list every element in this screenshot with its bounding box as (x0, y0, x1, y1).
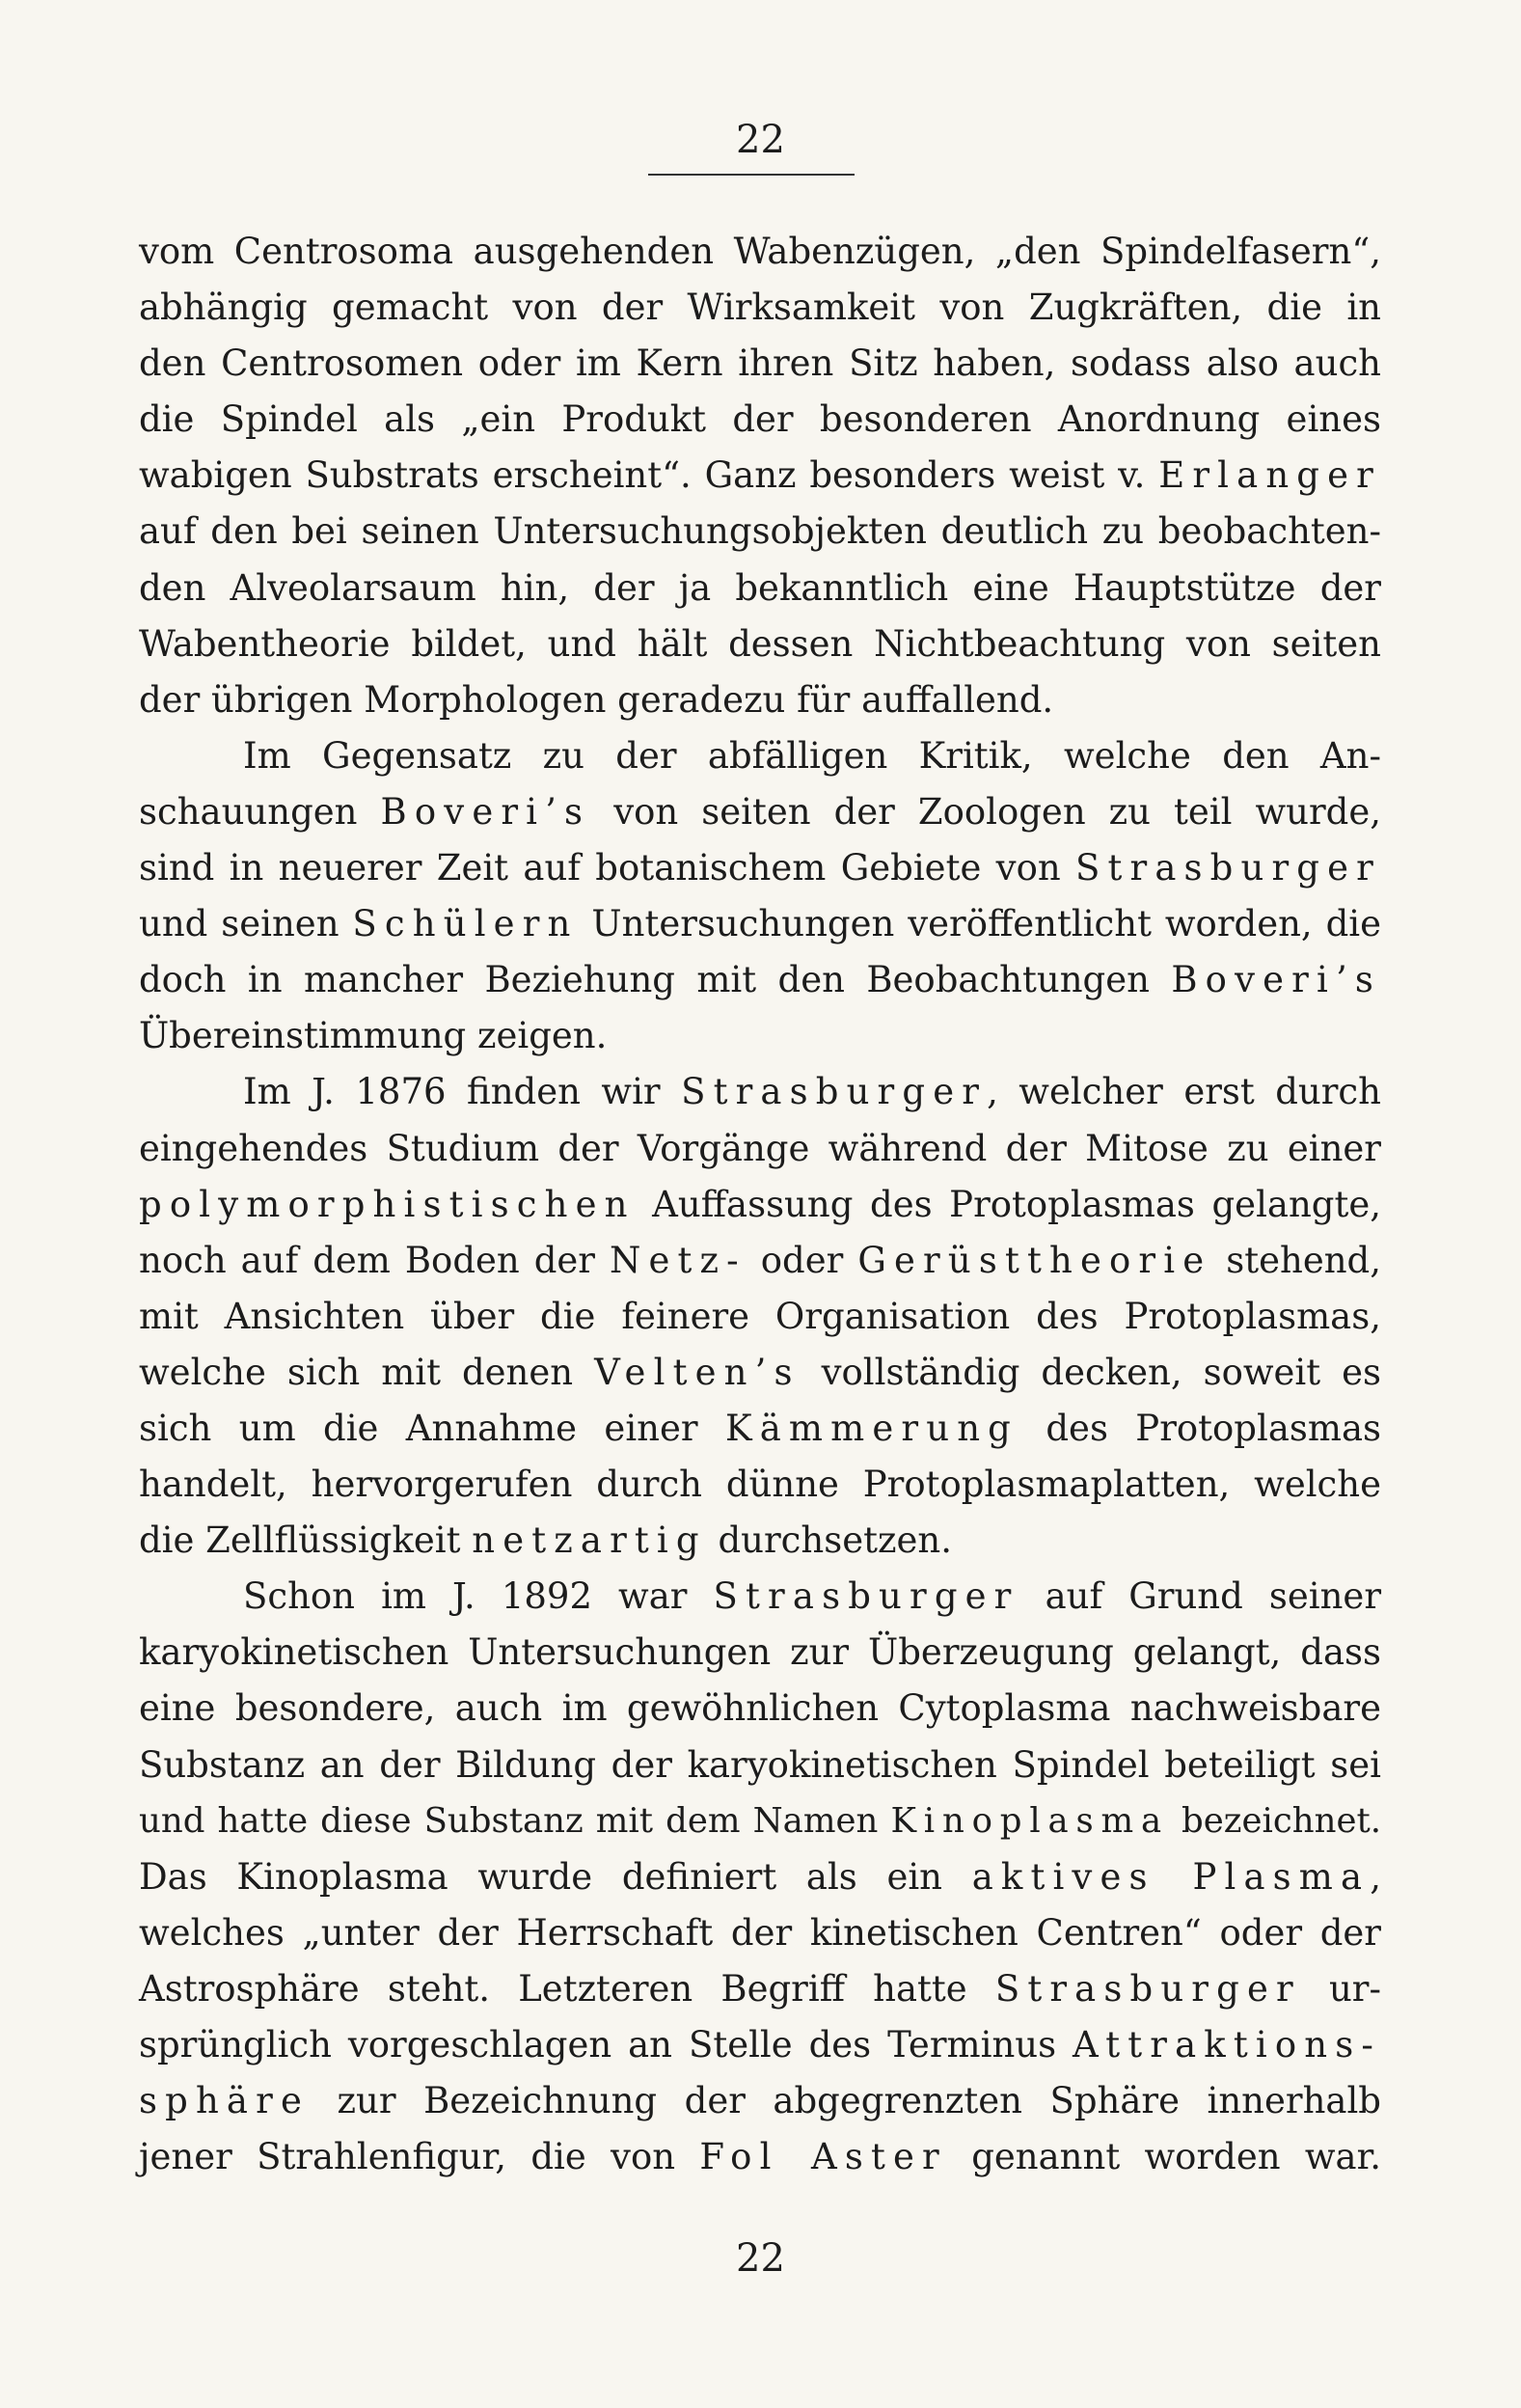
page-number-top: 22 (736, 118, 785, 162)
text-line (139, 2129, 1381, 2185)
text-segment: , (1370, 1855, 1381, 1898)
text-line (139, 952, 1381, 1008)
spaced-emphasis: netzartig (472, 1519, 707, 1562)
text-segment: Auffassung des Protoplasmas gelangte, (635, 1183, 1381, 1225)
body-text (139, 224, 1381, 2185)
text-line (139, 2017, 1381, 2073)
text-line (139, 840, 1381, 896)
spaced-emphasis: Netz- (609, 1239, 747, 1281)
text-segment: vollständig decken, soweit es (800, 1351, 1381, 1393)
spaced-emphasis: Strasburger (1075, 847, 1381, 889)
text-line (139, 784, 1381, 840)
text-segment: Astrosphäre steht. Letzteren Begriff hatte (139, 1967, 995, 2010)
text-line (139, 1121, 1381, 1177)
text-segment: von seiten der Zoologen zu teil wurde, (590, 790, 1382, 833)
text-segment: den Alveolarsaum hin, der ja bekanntlich eine Hauptstütze der (139, 566, 1381, 609)
text-line (139, 1064, 1381, 1120)
text-segment: Im J. 1876 finden wir (243, 1071, 682, 1113)
spaced-emphasis: Gerüsttheorie (857, 1239, 1212, 1281)
text-segment: noch auf dem Boden der (139, 1239, 610, 1281)
text-segment: welches „unter der Herrschaft der kinetischen Centren“ oder der (139, 1911, 1381, 1954)
text-segment: mit Ansichten über die feinere Organisation des Protoplasmas, (139, 1295, 1381, 1337)
text-line (139, 1233, 1381, 1289)
text-line (139, 224, 1381, 280)
text-segment: den Centrosomen oder im Kern ihren Sitz haben, sodass also auch (139, 342, 1381, 385)
text-segment: welche sich mit denen (139, 1351, 595, 1393)
spaced-emphasis: Attraktions- (1073, 2024, 1381, 2066)
text-segment: und seinen (139, 903, 353, 945)
text-line (139, 616, 1381, 672)
text-line (139, 1738, 1381, 1793)
spaced-emphasis: Strasburger (994, 1967, 1301, 2010)
text-line (139, 1625, 1381, 1681)
text-line (139, 561, 1381, 616)
text-segment: vom Centrosoma ausgehenden Wabenzügen, „den Spindelfasern“, (139, 231, 1381, 272)
text-segment: handelt, hervorgerufen durch dünne Protoplasmaplatten, welche (139, 1464, 1381, 1506)
text-line (139, 672, 1381, 728)
spaced-emphasis: Kämmerung (724, 1407, 1019, 1449)
text-line (139, 392, 1381, 448)
text-segment: genannt worden war. (946, 2136, 1381, 2178)
spaced-emphasis: Boveri’s (380, 790, 591, 833)
text-line (139, 1905, 1381, 1961)
spaced-emphasis: aktives Plasma (971, 1855, 1371, 1898)
text-segment: der übrigen Morphologen geradezu für auffallend. (139, 678, 1054, 721)
text-line (139, 1345, 1381, 1401)
text-line (139, 1008, 1381, 1064)
text-line (139, 1457, 1381, 1513)
text-line (139, 280, 1381, 336)
spaced-emphasis: Erlanger (1158, 454, 1381, 497)
text-segment: doch in mancher Beziehung mit den Beobachtungen (139, 959, 1172, 1001)
text-line (139, 1289, 1381, 1345)
text-line (139, 1961, 1381, 2017)
text-segment: auf Grund seiner (1019, 1575, 1382, 1618)
spaced-emphasis: sphäre (139, 2080, 310, 2122)
text-segment: sich um die Annahme einer (139, 1407, 725, 1449)
text-segment: zur Bezeichnung der abgegrenzten Sphäre innerhalb (310, 2080, 1381, 2122)
text-segment: eine besondere, auch im gewöhnlichen Cytoplasma nachweisbare (139, 1687, 1381, 1730)
text-segment: eingehendes Studium der Vorgänge während der Mitose zu einer (139, 1127, 1381, 1169)
text-segment: stehend, (1211, 1239, 1381, 1281)
text-line (139, 1569, 1381, 1625)
text-segment: abhängig gemacht von der Wirksamkeit von Zugkräften, die in (139, 287, 1381, 329)
spaced-emphasis: Fol Aster (699, 2136, 947, 2178)
spaced-emphasis: Kinoplasma (890, 1800, 1169, 1841)
text-line (139, 1513, 1381, 1569)
text-segment: jener Strahlenfigur, die von (139, 2136, 700, 2178)
text-line (139, 1793, 1381, 1849)
text-segment: bezeichnet. (1168, 1800, 1381, 1841)
text-segment: Das Kinoplasma wurde definiert als ein (139, 1855, 972, 1898)
text-line (139, 1401, 1381, 1457)
spaced-emphasis: Strasburger (713, 1575, 1019, 1618)
text-segment: , welcher erst durch (987, 1071, 1381, 1113)
text-segment: wabigen Substrats erscheint“. Ganz besonders weist v. (139, 454, 1159, 497)
page-number-bottom: 22 (736, 2236, 785, 2281)
spaced-emphasis: Velten’s (594, 1351, 801, 1393)
spaced-emphasis: polymorphistischen (139, 1183, 636, 1225)
text-segment: karyokinetischen Untersuchungen zur Überzeugung gelangt, dass (139, 1631, 1381, 1674)
spaced-emphasis: Boveri’s (1171, 959, 1381, 1001)
text-segment: schauungen (139, 790, 381, 833)
text-line (139, 336, 1381, 392)
spaced-emphasis: Schülern (352, 903, 579, 945)
text-segment: sprünglich vorgeschlagen an Stelle des Terminus (139, 2024, 1073, 2066)
text-segment: und hatte diese Substanz mit dem Namen (139, 1800, 891, 1841)
text-segment: des Protoplasmas (1019, 1407, 1382, 1449)
text-segment: Übereinstimmung zeigen. (139, 1015, 608, 1057)
text-line (139, 1681, 1381, 1737)
text-line (139, 448, 1381, 504)
text-line (139, 896, 1381, 952)
text-segment: die Spindel als „ein Produkt der besonderen Anordnung eines (139, 398, 1381, 441)
text-segment: Substanz an der Bildung der karyokinetischen Spindel beteiligt sei (139, 1743, 1381, 1786)
text-line (139, 728, 1381, 784)
text-segment: auf den bei seinen Untersuchungsobjekten deutlich zu beobachten- (139, 510, 1381, 553)
text-segment: die Zellflüssigkeit (139, 1519, 473, 1562)
text-segment: sind in neuerer Zeit auf botanischem Gebiete von (139, 847, 1076, 889)
spaced-emphasis: Strasburger (681, 1071, 988, 1113)
text-segment: durchsetzen. (706, 1519, 952, 1562)
text-segment: Untersuchungen veröffentlicht worden, die (578, 903, 1381, 945)
header-rule (648, 174, 855, 176)
text-segment: Im Gegensatz zu der abfälligen Kritik, welche den An- (243, 734, 1381, 777)
text-segment: oder (746, 1239, 858, 1281)
text-line (139, 2073, 1381, 2129)
text-segment: ur- (1300, 1967, 1381, 2010)
text-line (139, 504, 1381, 560)
text-segment: Schon im J. 1892 war (243, 1575, 714, 1618)
text-line (139, 1177, 1381, 1233)
text-line (139, 1849, 1381, 1905)
text-segment: Wabentheorie bildet, und hält dessen Nichtbeachtung von seiten (139, 622, 1381, 665)
